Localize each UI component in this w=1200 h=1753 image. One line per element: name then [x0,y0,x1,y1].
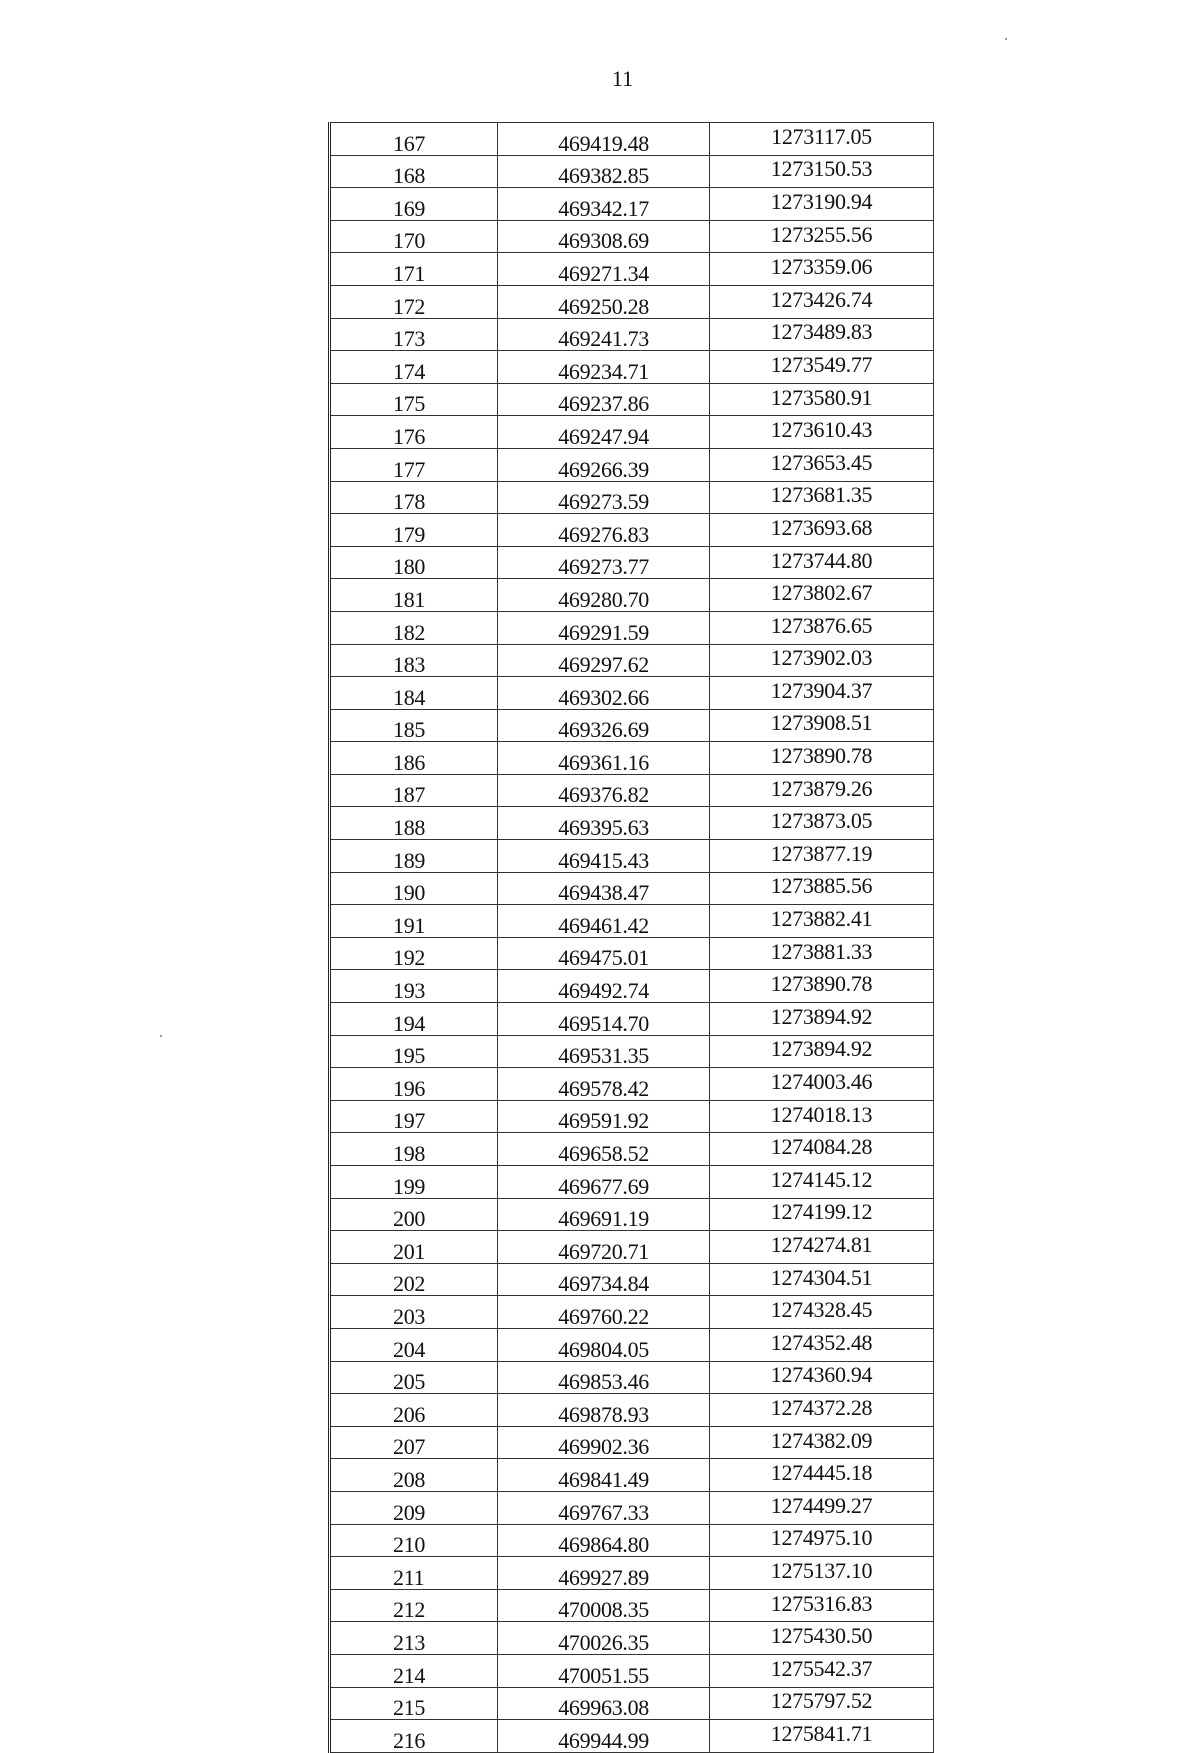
y-coordinate-cell: 1273908.51 [710,709,934,742]
point-number-cell: 173 [330,318,498,351]
point-number-cell: 199 [330,1166,498,1199]
table-row [330,416,934,449]
x-coordinate-cell: 469760.22 [498,1296,710,1329]
table-row [330,840,934,873]
x-coordinate-cell: 469241.73 [498,318,710,351]
y-coordinate-cell: 1274274.81 [710,1231,934,1264]
scan-speck [160,1035,162,1037]
table-row [330,1720,934,1753]
y-coordinate-cell: 1275316.83 [710,1589,934,1622]
y-coordinate-cell: 1273885.56 [710,872,934,905]
point-number-cell: 197 [330,1100,498,1133]
table-row [330,774,934,807]
y-coordinate-cell: 1273882.41 [710,905,934,938]
y-coordinate-cell: 1274360.94 [710,1361,934,1394]
x-coordinate-cell: 470008.35 [498,1589,710,1622]
point-number-cell: 204 [330,1328,498,1361]
y-coordinate-cell: 1273876.65 [710,611,934,644]
x-coordinate-cell: 469271.34 [498,253,710,286]
point-number-cell: 203 [330,1296,498,1329]
table-row [330,1231,934,1264]
table-row [330,1654,934,1687]
point-number-cell: 185 [330,709,498,742]
y-coordinate-cell: 1273681.35 [710,481,934,514]
y-coordinate-cell: 1275841.71 [710,1720,934,1753]
y-coordinate-cell: 1273693.68 [710,514,934,547]
y-coordinate-cell: 1273744.80 [710,546,934,579]
table-row [330,1263,934,1296]
table-row [330,1068,934,1101]
x-coordinate-cell: 469677.69 [498,1166,710,1199]
x-coordinate-cell: 469438.47 [498,872,710,905]
y-coordinate-cell: 1273873.05 [710,807,934,840]
point-number-cell: 196 [330,1068,498,1101]
table-row [330,383,934,416]
x-coordinate-cell: 470051.55 [498,1654,710,1687]
x-coordinate-cell: 469944.99 [498,1720,710,1753]
x-coordinate-cell: 469927.89 [498,1557,710,1590]
point-number-cell: 195 [330,1035,498,1068]
table-row [330,807,934,840]
x-coordinate-cell: 469475.01 [498,937,710,970]
point-number-cell: 187 [330,774,498,807]
x-coordinate-cell: 469591.92 [498,1100,710,1133]
x-coordinate-cell: 469578.42 [498,1068,710,1101]
table-row [330,1296,934,1329]
y-coordinate-cell: 1274003.46 [710,1068,934,1101]
x-coordinate-cell: 469395.63 [498,807,710,840]
point-number-cell: 212 [330,1589,498,1622]
y-coordinate-cell: 1273610.43 [710,416,934,449]
point-number-cell: 186 [330,742,498,775]
x-coordinate-cell: 469878.93 [498,1394,710,1427]
table-row [330,1166,934,1199]
table-row [330,1459,934,1492]
y-coordinate-cell: 1273117.05 [710,123,934,156]
x-coordinate-cell: 469767.33 [498,1491,710,1524]
x-coordinate-cell: 469237.86 [498,383,710,416]
table-row [330,1003,934,1036]
point-number-cell: 178 [330,481,498,514]
table-row [330,448,934,481]
x-coordinate-cell: 469250.28 [498,285,710,318]
x-coordinate-cell: 469273.59 [498,481,710,514]
x-coordinate-cell: 469266.39 [498,448,710,481]
y-coordinate-cell: 1275430.50 [710,1622,934,1655]
table-row [330,1361,934,1394]
point-number-cell: 205 [330,1361,498,1394]
table-row [330,677,934,710]
table-row [330,1100,934,1133]
x-coordinate-cell: 469734.84 [498,1263,710,1296]
x-coordinate-cell: 469273.77 [498,546,710,579]
table-row [330,872,934,905]
point-number-cell: 170 [330,220,498,253]
y-coordinate-cell: 1273879.26 [710,774,934,807]
point-number-cell: 184 [330,677,498,710]
y-coordinate-cell: 1273894.92 [710,1003,934,1036]
point-number-cell: 177 [330,448,498,481]
table-row [330,905,934,938]
table-row [330,1328,934,1361]
x-coordinate-cell: 469841.49 [498,1459,710,1492]
x-coordinate-cell: 469302.66 [498,677,710,710]
table-row [330,970,934,1003]
table-row [330,579,934,612]
y-coordinate-cell: 1274382.09 [710,1426,934,1459]
y-coordinate-cell: 1273877.19 [710,840,934,873]
table-row [330,937,934,970]
y-coordinate-cell: 1273894.92 [710,1035,934,1068]
point-number-cell: 176 [330,416,498,449]
point-number-cell: 193 [330,970,498,1003]
y-coordinate-cell: 1273489.83 [710,318,934,351]
table-row [330,1622,934,1655]
x-coordinate-cell: 469415.43 [498,840,710,873]
y-coordinate-cell: 1273881.33 [710,937,934,970]
point-number-cell: 216 [330,1720,498,1753]
point-number-cell: 168 [330,155,498,188]
point-number-cell: 210 [330,1524,498,1557]
y-coordinate-cell: 1275542.37 [710,1654,934,1687]
point-number-cell: 181 [330,579,498,612]
table-row [330,644,934,677]
y-coordinate-cell: 1273150.53 [710,155,934,188]
coordinates-table-body [330,123,934,1753]
table-row [330,1687,934,1720]
x-coordinate-cell: 469326.69 [498,709,710,742]
table-row [330,1426,934,1459]
table-row [330,481,934,514]
table-row [330,611,934,644]
table-row [330,155,934,188]
table-row [330,1133,934,1166]
y-coordinate-cell: 1274499.27 [710,1491,934,1524]
x-coordinate-cell: 469902.36 [498,1426,710,1459]
table-row [330,351,934,384]
point-number-cell: 207 [330,1426,498,1459]
point-number-cell: 172 [330,285,498,318]
point-number-cell: 215 [330,1687,498,1720]
x-coordinate-cell: 469691.19 [498,1198,710,1231]
y-coordinate-cell: 1274372.28 [710,1394,934,1427]
table-row [330,123,934,156]
y-coordinate-cell: 1273359.06 [710,253,934,286]
point-number-cell: 194 [330,1003,498,1036]
x-coordinate-cell: 469853.46 [498,1361,710,1394]
point-number-cell: 175 [330,383,498,416]
x-coordinate-cell: 469280.70 [498,579,710,612]
table-row [330,742,934,775]
x-coordinate-cell: 469291.59 [498,611,710,644]
point-number-cell: 174 [330,351,498,384]
y-coordinate-cell: 1274084.28 [710,1133,934,1166]
point-number-cell: 202 [330,1263,498,1296]
y-coordinate-cell: 1275797.52 [710,1687,934,1720]
y-coordinate-cell: 1274975.10 [710,1524,934,1557]
x-coordinate-cell: 469376.82 [498,774,710,807]
point-number-cell: 190 [330,872,498,905]
table-row [330,1557,934,1590]
x-coordinate-cell: 469419.48 [498,123,710,156]
table-row [330,318,934,351]
y-coordinate-cell: 1273549.77 [710,351,934,384]
x-coordinate-cell: 469361.16 [498,742,710,775]
point-number-cell: 208 [330,1459,498,1492]
point-number-cell: 200 [330,1198,498,1231]
x-coordinate-cell: 469297.62 [498,644,710,677]
y-coordinate-cell: 1274304.51 [710,1263,934,1296]
point-number-cell: 214 [330,1654,498,1687]
x-coordinate-cell: 469276.83 [498,514,710,547]
table-row [330,1394,934,1427]
x-coordinate-cell: 470026.35 [498,1622,710,1655]
point-number-cell: 179 [330,514,498,547]
table-row [330,220,934,253]
scan-speck [1005,38,1007,40]
y-coordinate-cell: 1274352.48 [710,1328,934,1361]
y-coordinate-cell: 1274145.12 [710,1166,934,1199]
point-number-cell: 188 [330,807,498,840]
table-row [330,546,934,579]
table-row [330,514,934,547]
y-coordinate-cell: 1273890.78 [710,970,934,1003]
point-number-cell: 206 [330,1394,498,1427]
point-number-cell: 198 [330,1133,498,1166]
page-number: 11 [611,66,634,91]
y-coordinate-cell: 1273190.94 [710,188,934,221]
table-row [330,709,934,742]
x-coordinate-cell: 469804.05 [498,1328,710,1361]
table-row [330,1491,934,1524]
point-number-cell: 213 [330,1622,498,1655]
coordinates-table [328,122,934,1753]
table-row [330,285,934,318]
x-coordinate-cell: 469963.08 [498,1687,710,1720]
point-number-cell: 211 [330,1557,498,1590]
x-coordinate-cell: 469531.35 [498,1035,710,1068]
x-coordinate-cell: 469342.17 [498,188,710,221]
y-coordinate-cell: 1273255.56 [710,220,934,253]
y-coordinate-cell: 1273902.03 [710,644,934,677]
point-number-cell: 182 [330,611,498,644]
point-number-cell: 209 [330,1491,498,1524]
y-coordinate-cell: 1274199.12 [710,1198,934,1231]
y-coordinate-cell: 1274018.13 [710,1100,934,1133]
x-coordinate-cell: 469720.71 [498,1231,710,1264]
y-coordinate-cell: 1275137.10 [710,1557,934,1590]
y-coordinate-cell: 1273890.78 [710,742,934,775]
x-coordinate-cell: 469492.74 [498,970,710,1003]
y-coordinate-cell: 1273653.45 [710,448,934,481]
table-row [330,1589,934,1622]
table-row [330,188,934,221]
point-number-cell: 183 [330,644,498,677]
y-coordinate-cell: 1273904.37 [710,677,934,710]
x-coordinate-cell: 469247.94 [498,416,710,449]
point-number-cell: 171 [330,253,498,286]
point-number-cell: 191 [330,905,498,938]
x-coordinate-cell: 469658.52 [498,1133,710,1166]
point-number-cell: 167 [330,123,498,156]
table-row [330,253,934,286]
point-number-cell: 192 [330,937,498,970]
y-coordinate-cell: 1273802.67 [710,579,934,612]
x-coordinate-cell: 469308.69 [498,220,710,253]
x-coordinate-cell: 469234.71 [498,351,710,384]
table-row [330,1198,934,1231]
y-coordinate-cell: 1273426.74 [710,285,934,318]
y-coordinate-cell: 1274445.18 [710,1459,934,1492]
point-number-cell: 169 [330,188,498,221]
y-coordinate-cell: 1273580.91 [710,383,934,416]
point-number-cell: 189 [330,840,498,873]
table-row [330,1035,934,1068]
y-coordinate-cell: 1274328.45 [710,1296,934,1329]
point-number-cell: 201 [330,1231,498,1264]
x-coordinate-cell: 469864.80 [498,1524,710,1557]
x-coordinate-cell: 469461.42 [498,905,710,938]
x-coordinate-cell: 469382.85 [498,155,710,188]
x-coordinate-cell: 469514.70 [498,1003,710,1036]
point-number-cell: 180 [330,546,498,579]
table-row [330,1524,934,1557]
